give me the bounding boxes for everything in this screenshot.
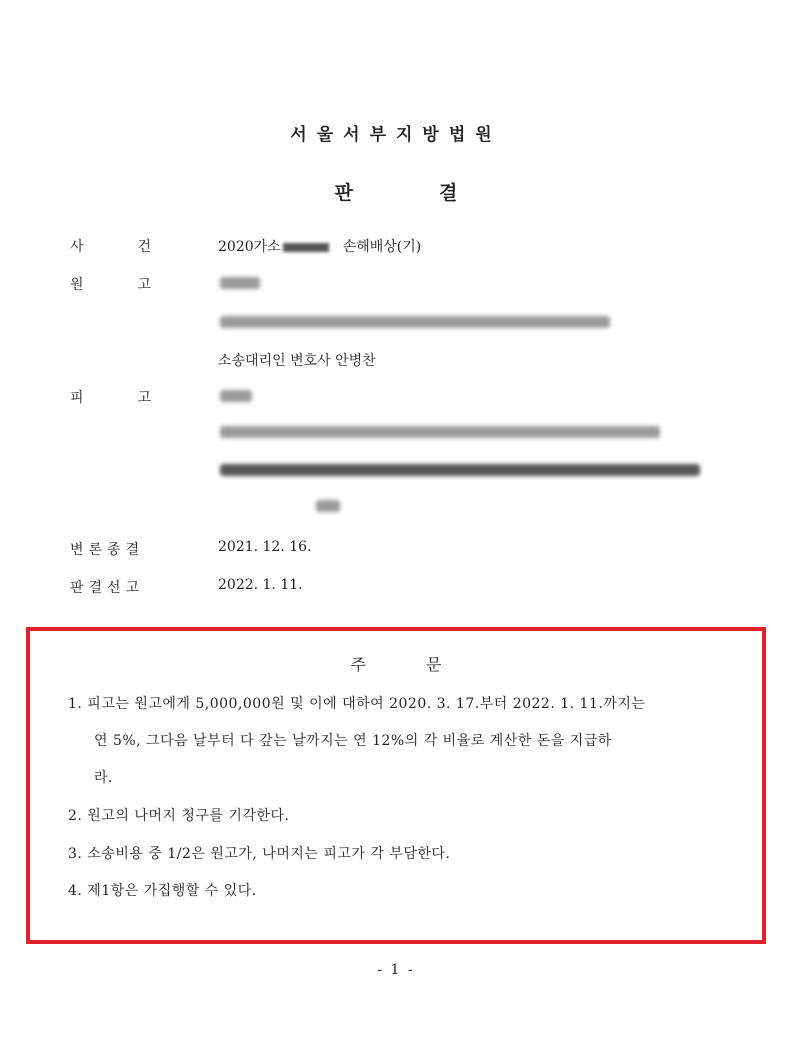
order-item-1: 1. 피고는 원고에게 5,000,000원 및 이에 대하여 2020. 3. 17.부터 2022. 1. 11.까지는 (68, 696, 646, 712)
order-item-1-cont: 연 5%, 그다음 날부터 다 갚는 날까지는 연 12%의 각 비율로 계산한 돈을 지급하 (94, 733, 612, 749)
document-title (0, 178, 792, 205)
order-item-2: 2. 원고의 나머지 청구를 기각한다. (68, 808, 290, 824)
order-title-right: 문 (426, 655, 442, 674)
case-number: 2020가소 (218, 239, 281, 255)
case-label (70, 236, 153, 256)
order-item-1-end: 라. (94, 770, 113, 786)
case-label-b: 건 (137, 239, 154, 255)
defendant-label-a: 피 (70, 390, 86, 406)
judgment-date: 2022. 1. 11. (218, 577, 303, 593)
defendant-label-b: 고 (137, 390, 154, 406)
court-name: 서울서부지방법원 (290, 125, 502, 145)
plaintiff-agent: 소송대리인 변호사 안병찬 (218, 353, 376, 369)
closing-argument-label: 변론종결 (70, 542, 145, 558)
page-number: - 1 - (377, 962, 415, 978)
defendant-name-redacted (220, 390, 252, 402)
plaintiff-label-b: 고 (137, 277, 154, 293)
order-title-left: 주 (350, 655, 366, 674)
closing-argument-date: 2021. 12. 16. (218, 539, 312, 555)
case-label-a: 사 (70, 239, 86, 255)
judgment-date-label: 판결선고 (70, 580, 145, 596)
order-item-3: 3. 소송비용 중 1/2은 원고가, 나머지는 피고가 각 부담한다. (68, 846, 451, 862)
case-type: 손해배상(기) (342, 239, 422, 255)
order-title (0, 652, 792, 675)
defendant-label (70, 387, 153, 407)
case-value (218, 236, 421, 256)
order-item-4: 4. 제1항은 가집행할 수 있다. (68, 883, 257, 899)
defendant-address-redacted-2 (220, 464, 700, 476)
title-left: 판 (334, 182, 353, 204)
plaintiff-label (70, 274, 153, 294)
plaintiff-label-a: 원 (70, 277, 86, 293)
plaintiff-address-redacted (220, 316, 610, 328)
plaintiff-name-redacted (220, 277, 260, 289)
defendant-address-redacted-3 (316, 500, 340, 512)
title-right: 결 (439, 182, 458, 204)
defendant-address-redacted (220, 426, 660, 438)
case-number-redacted (283, 243, 329, 252)
